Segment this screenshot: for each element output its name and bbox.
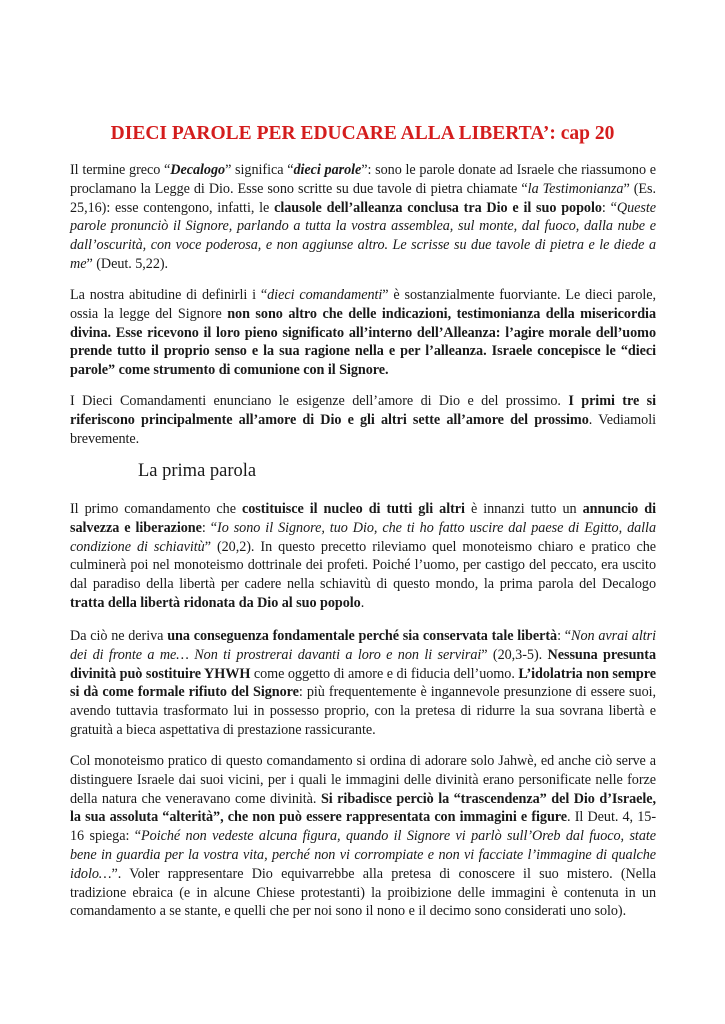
text-run: Da ciò ne deriva [70, 628, 168, 644]
text-run: è innanzi tutto un [464, 501, 583, 517]
bold-indicazioni: non sono altro che delle indicazioni, testimonianza della misericordia divina. Esse ricevono il loro pieno significato all’interno dell’Alleanza: l’agire morale dell’uomo prende tutto il proprio senso e la sua ragione nella e per l’alleanza. Israele concepisce le “dieci parole” come strumento di comunione con il Signore. [70, 305, 656, 379]
text-run: Col monoteismo pratico di questo comandamento si ordina di adorare solo Jahwè, ed anche ciò serve a distinguere Israele dai suoi vicini, per i quali le immagini delle divinità erano personificate nelle forze della natura che veneravano come divinità. [70, 753, 656, 807]
text-run: . Il Deut. 4, 15-16 spiega: “ [70, 809, 656, 845]
text-run: : “ [557, 628, 572, 644]
emphasis-decalogo: Decalogo [170, 162, 226, 178]
text-run: . Vediamoli brevemente. [70, 411, 656, 447]
quote-io-sono: Io sono il Signore, tuo Dio, che ti ho fatto uscire dal paese di Egitto, dalla condizione di schiavitù [70, 519, 656, 555]
emphasis-dieci-parole: dieci parole [293, 162, 362, 178]
paragraph-amore [70, 392, 656, 448]
text-run: ” (Deut. 5,22). [86, 255, 169, 272]
text-run: . [360, 594, 365, 611]
paragraph-conseguenza [70, 627, 656, 740]
text-run: La nostra abitudine di definirli i “ [70, 287, 268, 303]
bold-nucleo: costituisce il nucleo di tutti gli altri [241, 501, 465, 517]
text-run: come oggetto di amore e di fiducia dell’uomo. [250, 665, 519, 682]
paragraph-comandamenti [70, 286, 656, 380]
quote-non-avrai: Non avrai altri dei di fronte a me… Non ti prostrerai davanti a loro e non li servirai [70, 628, 657, 663]
bold-annuncio: annuncio di salvezza e liberazione [70, 501, 656, 536]
text-run: Il termine greco “ [70, 162, 171, 178]
paragraph-decalogo [70, 161, 656, 274]
bold-clausole: clausole dell’alleanza conclusa tra Dio e il suo popolo [274, 199, 602, 216]
paragraph-primo-comandamento [70, 500, 656, 613]
text-run: I Dieci Comandamenti enunciano le esigenze dell’amore di Dio e del prossimo. [70, 393, 569, 409]
text-run: ”. Voler rappresentare Dio equivarrebbe alla pretesa di conoscere il suo mistero. (Nella tradizione ebraica (e in alcune Chiese protestanti) la proibizione delle immagini è contenuta in un comandamento a se stante, e quelli che per noi sono il nono e il decimo sono considerati uno solo). [70, 865, 656, 920]
bold-conseguenza: una conseguenza fondamentale perché sia conservata tale libertà [167, 628, 558, 644]
bold-trascendenza: Si ribadisce perciò la “trascendenza” del Dio d’Israele, la sua assoluta “alterità”, che non può essere rappresentata con immagini e figure [70, 790, 656, 826]
text-run: ” (Es. 25,16): esse contengono, infatti, le [70, 180, 656, 216]
paragraph-monoteismo [70, 752, 656, 921]
bold-yhwh: Nessuna presunta divinità può sostituire YHWH [70, 646, 656, 682]
bold-liberta-ridonata: tratta della libertà ridonata da Dio al suo popolo [70, 594, 361, 611]
text-run: ” è sostanzialmente fuorviante. Le dieci parole, ossia la legge del Signore [70, 287, 656, 322]
text-run: : “ [601, 199, 617, 216]
text-run: ” (20,3-5). [481, 646, 548, 663]
page-title: DIECI PAROLE PER EDUCARE ALLA LIBERTA’: cap 20 [110, 123, 615, 144]
bold-idolatria: L’idolatria non sempre si dà come formale rifiuto del Signore [70, 665, 656, 701]
text-run: : “ [201, 519, 218, 536]
quote-oreb: Poiché non vedeste alcuna figura, quando il Signore vi parlò sull’Oreb dal fuoco, state bene in guardia per la vostra vita, perché non vi corrompiate e non vi facciate l’immagine di qualche idolo… [70, 828, 657, 882]
text-run: ” significa “ [225, 162, 294, 178]
text-run: Il primo comandamento che [70, 501, 242, 517]
emphasis-dieci-comandamenti: dieci comandamenti [267, 287, 383, 303]
text-run: ” (20,2). In questo precetto rileviamo quel monoteismo chiaro e pratico che culminerà poi nel monoteismo dottrinale dei profeti. Poiché l’uomo, per castigo del peccato, era uscito dal paradiso della libertà per cadere nella schiavitù di questo mondo, la prima parola del Decalogo [70, 538, 657, 593]
quote-deut: Queste parole pronunciò il Signore, parlando a tutta la vostra assemblea, sul monte, dal fuoco, dalla nube e dall’oscurità, con voce poderosa, e non aggiunse altro. Le scrisse su due tavole di pietra e le diede a me [70, 199, 656, 272]
text-run: ”: sono le parole donate ad Israele che riassumono e proclamano la Legge di Dio. Esse sono scritte su due tavole di pietra chiamate “ [70, 162, 656, 197]
text-run: : più frequentemente è ingannevole presunzione di essere suoi, avendo tuttavia trasformato lui in possesso proprio, con la pretesa di ridurre la sua sovrana libertà e gratuità a bieca aspettativa di prestazione rassicurante. [70, 684, 656, 738]
bold-primi-tre: I primi tre si riferiscono principalmente all’amore di Dio e gli altri sette all’amore del prossimo [70, 393, 656, 428]
emphasis-testimonianza: la Testimonianza [527, 180, 624, 197]
section-heading: La prima parola [138, 461, 257, 481]
